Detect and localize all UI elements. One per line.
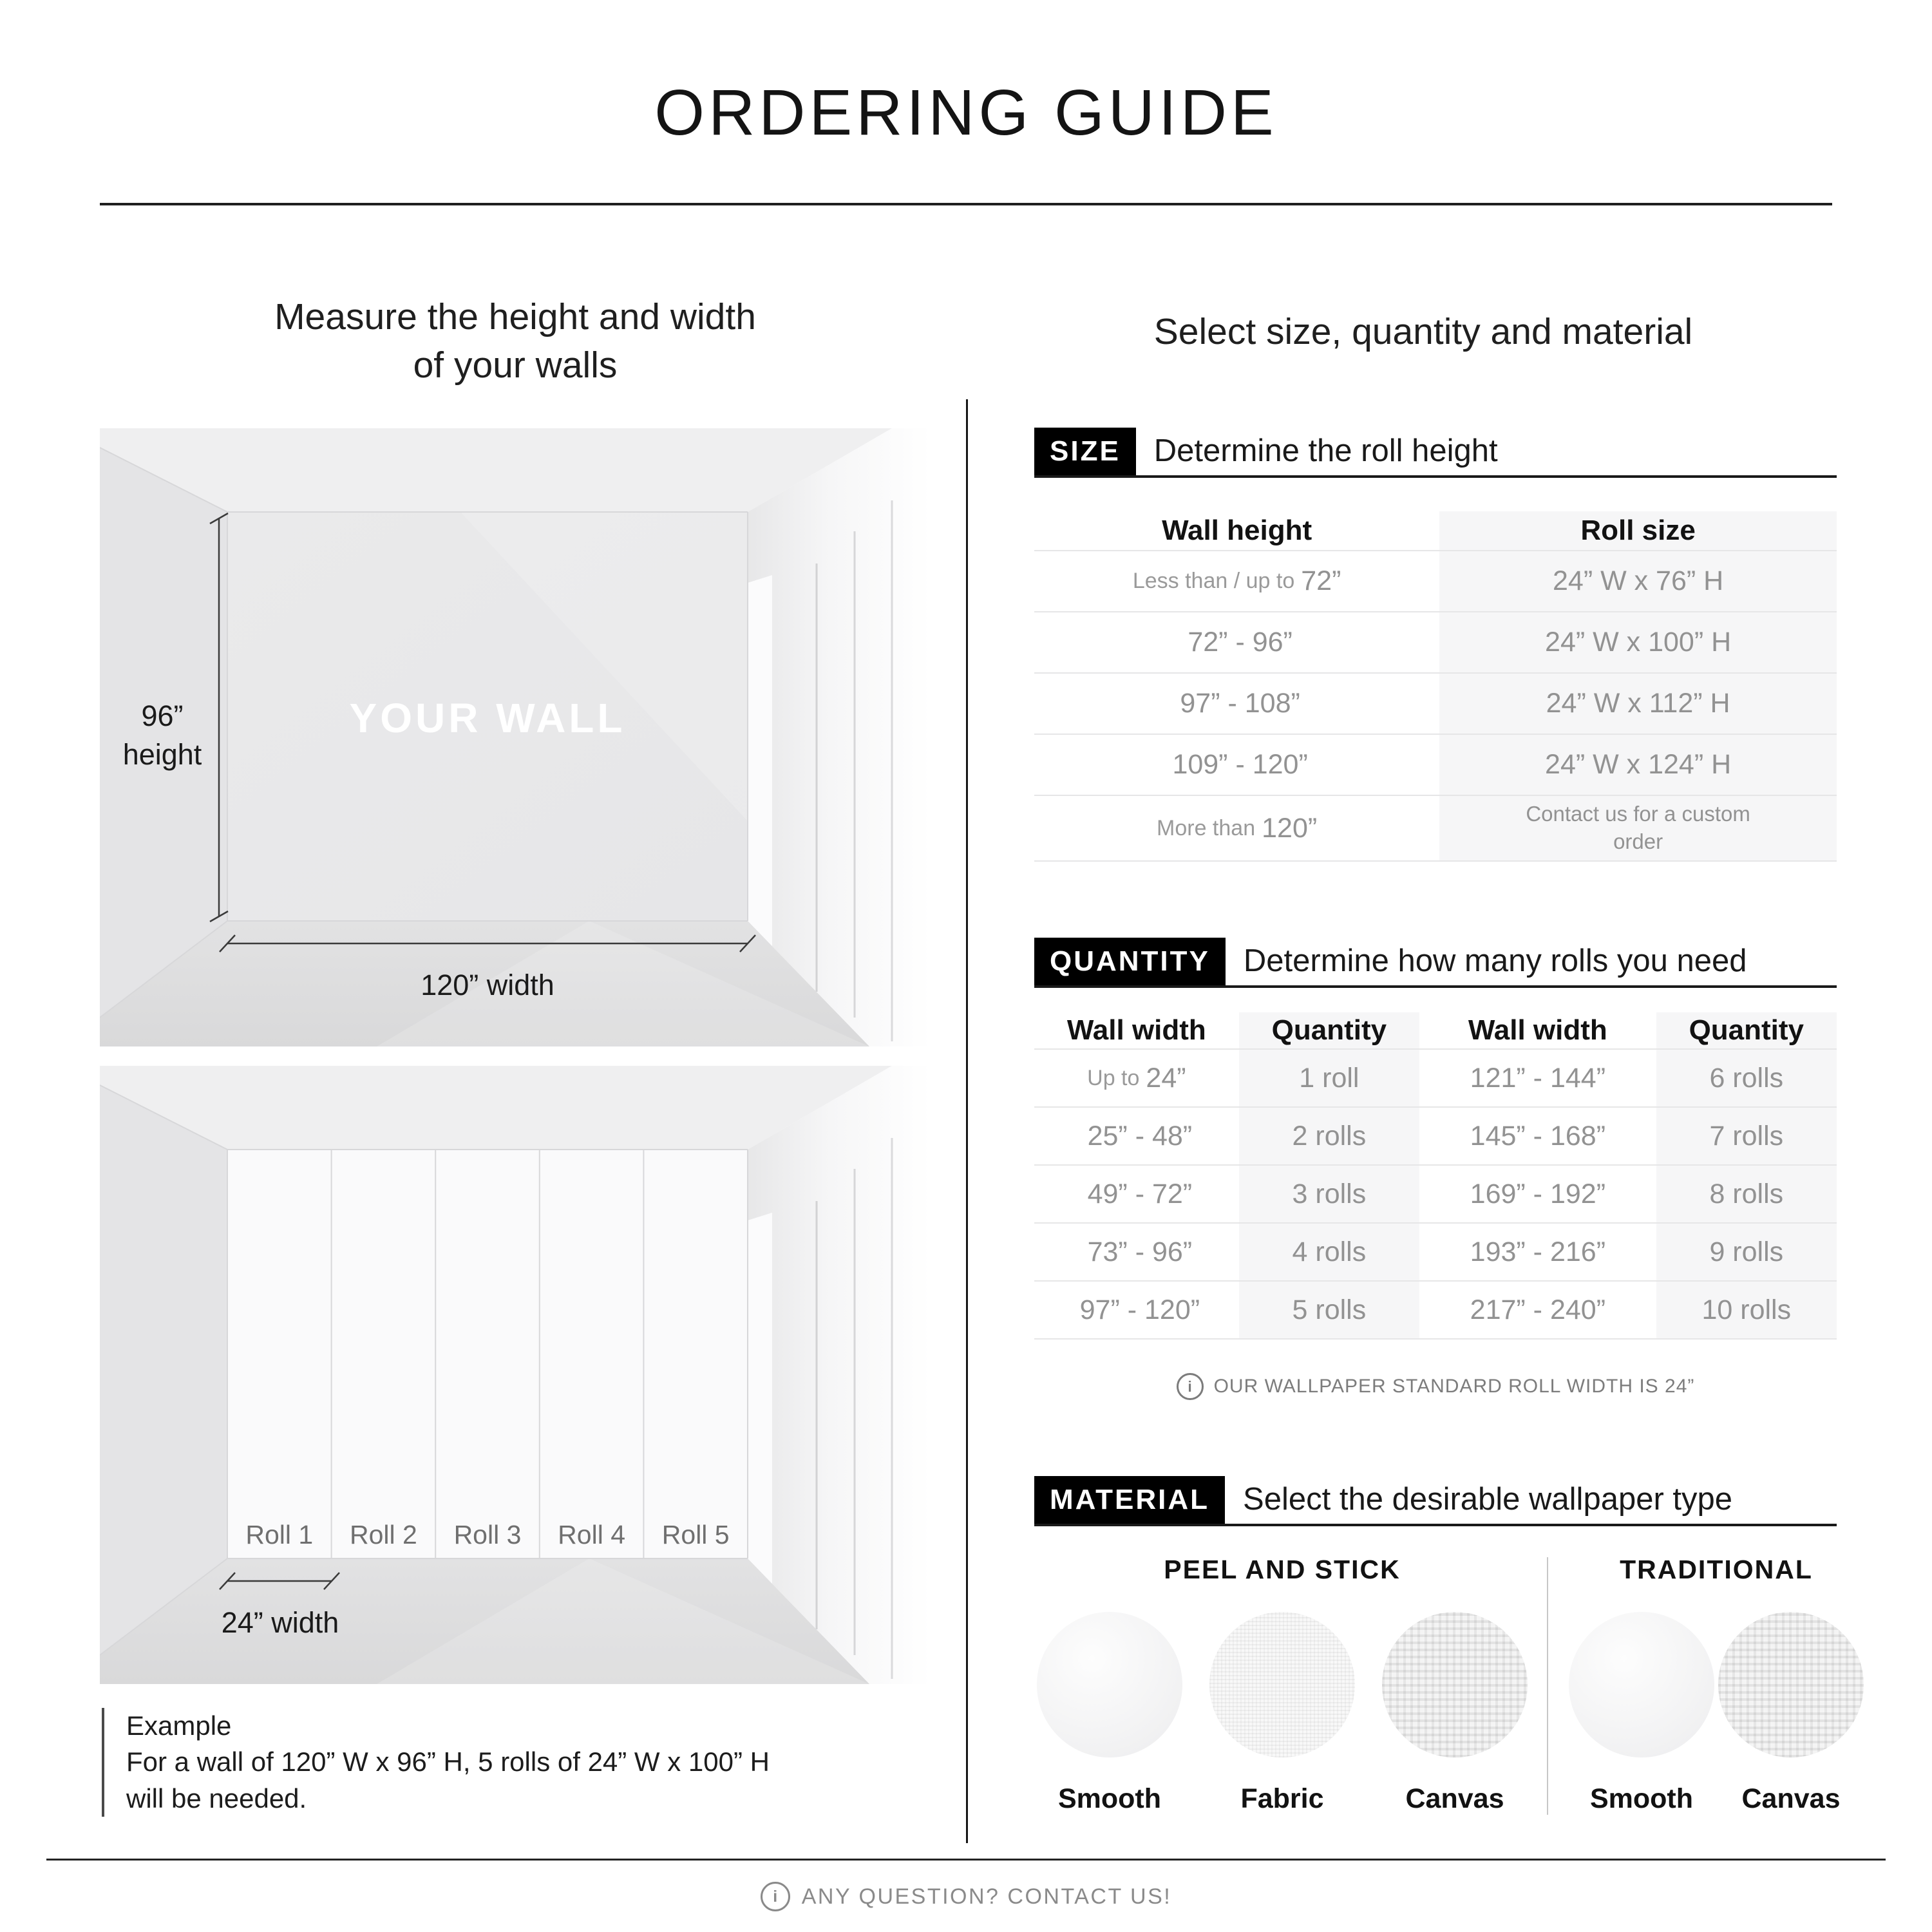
roll-size-cell: 24” W x 76” H [1439, 551, 1837, 611]
wall-width-cell [1034, 1166, 1239, 1222]
wall-width-cell: 217” - 240” [1470, 1294, 1606, 1325]
wall-width-value: 73” - 96” [1087, 1236, 1193, 1267]
footer-contact-text: ANY QUESTION? CONTACT US! [801, 1884, 1172, 1909]
table-row [1034, 674, 1837, 735]
table-row [1034, 1282, 1837, 1340]
roll-width-label: 24” width [221, 1606, 339, 1639]
wall-height-value: 109” - 120” [1172, 749, 1308, 780]
material-section [1034, 1476, 1866, 1815]
table-row [1034, 551, 1837, 612]
swatch-smooth [1037, 1612, 1182, 1815]
canvas-texture-swatch [1718, 1612, 1864, 1757]
wall-width-cell [1034, 1224, 1239, 1280]
info-icon [761, 1882, 790, 1911]
wall-height-cell [1034, 674, 1439, 734]
wall-width-value: 24” [1146, 1062, 1186, 1094]
material-section-title: Select the desirable wallpaper type [1243, 1482, 1733, 1517]
material-section-header [1034, 1476, 1837, 1526]
quantity-cell: 9 rolls [1656, 1224, 1837, 1280]
wall-height-value: 120” [1262, 812, 1318, 844]
smooth-texture-swatch [1569, 1612, 1714, 1757]
size-section-title: Determine the roll height [1153, 433, 1498, 468]
roll-label-1: Roll 1 [245, 1520, 314, 1549]
traditional-title: TRADITIONAL [1620, 1555, 1813, 1584]
swatch-label: Smooth [1589, 1783, 1694, 1814]
roll-label-5: Roll 5 [661, 1520, 730, 1549]
info-glyph: i [1188, 1378, 1192, 1395]
info-icon [1177, 1373, 1204, 1400]
wall-width-prefix: Up to [1087, 1065, 1140, 1090]
material-groups [1034, 1555, 1866, 1815]
traditional-swatches [1566, 1612, 1866, 1815]
roll-label-4: Roll 4 [558, 1520, 626, 1549]
quantity-cell: 2 rolls [1239, 1108, 1419, 1164]
swatch-smooth [1569, 1612, 1714, 1815]
swatch-label: Canvas [1741, 1783, 1841, 1814]
room-illustration-measure [100, 428, 931, 1046]
roll-size-cell: 24” W x 100” H [1439, 612, 1837, 672]
wall-height-cell [1034, 551, 1439, 611]
height-value-label: 96” [141, 699, 184, 732]
material-group-peel-and-stick [1034, 1555, 1530, 1815]
wall-height-value: 72” - 96” [1188, 627, 1293, 658]
swatch-label: Fabric [1240, 1783, 1324, 1814]
footer-divider [46, 1859, 1886, 1861]
quantity-cell: 1 roll [1239, 1050, 1419, 1106]
example-line2: will be needed. [126, 1783, 307, 1814]
swatch-canvas [1382, 1612, 1528, 1815]
roll-label-2: Roll 2 [349, 1520, 417, 1549]
size-table [1034, 511, 1837, 862]
material-group-traditional [1548, 1555, 1866, 1815]
wall-width-cell: 193” - 216” [1470, 1236, 1606, 1267]
example-note [102, 1708, 770, 1817]
size-badge: SIZE [1034, 428, 1136, 475]
table-row [1034, 1224, 1837, 1282]
quantity-section [1034, 938, 1837, 1400]
wallpaper-panels [227, 1150, 748, 1558]
right-headline: Select size, quantity and material [1153, 311, 1693, 352]
wall-width-cell: 121” - 144” [1470, 1062, 1606, 1094]
quantity-section-header [1034, 938, 1837, 988]
wall-width-value: 25” - 48” [1087, 1120, 1193, 1151]
wall-height-value: 72” [1301, 565, 1341, 596]
table-row [1034, 796, 1837, 862]
roll-label-3: Roll 3 [453, 1520, 522, 1549]
canvas-texture-swatch [1382, 1612, 1528, 1757]
wall-width-cell: 169” - 192” [1470, 1178, 1606, 1209]
roll-size-cell [1439, 796, 1837, 860]
left-headline-line1: Measure the height and width [274, 296, 756, 337]
qty-col-header-wall-width-2: Wall width [1468, 1014, 1607, 1046]
smooth-texture-swatch [1037, 1612, 1182, 1757]
roll-width-note [1034, 1373, 1837, 1400]
left-headline-line2: of your walls [413, 345, 618, 386]
wall-width-cell [1034, 1282, 1239, 1338]
quantity-cell: 7 rolls [1656, 1108, 1837, 1164]
wall-height-prefix: Less than / up to [1132, 569, 1295, 593]
page-title: ORDERING GUIDE [654, 77, 1278, 149]
size-section-header [1034, 428, 1837, 478]
size-table-header-row [1034, 511, 1837, 551]
swatch-canvas [1718, 1612, 1864, 1815]
table-row [1034, 1050, 1837, 1108]
wall-width-cell: 145” - 168” [1470, 1120, 1606, 1151]
roll-size-cell: 24” W x 112” H [1439, 674, 1837, 734]
table-row [1034, 612, 1837, 674]
swatch-label: Canvas [1405, 1783, 1504, 1814]
title-divider [100, 203, 1832, 205]
room-illustration-rolls [100, 1066, 931, 1684]
room-left-wall [100, 1085, 227, 1655]
quantity-table [1034, 1012, 1837, 1340]
wall-width-value: 49” - 72” [1087, 1178, 1193, 1209]
quantity-cell: 5 rolls [1239, 1282, 1419, 1338]
info-glyph: i [773, 1887, 778, 1906]
room-window-frame [748, 1213, 772, 1589]
swatch-fabric [1209, 1612, 1355, 1815]
room-left-wall [100, 448, 227, 1018]
fabric-texture-swatch [1209, 1612, 1355, 1757]
left-headline [100, 293, 931, 390]
size-section [1034, 428, 1837, 862]
wall-height-prefix: More than [1157, 815, 1256, 840]
table-row [1034, 1166, 1837, 1224]
quantity-cell: 6 rolls [1656, 1050, 1837, 1106]
wall-height-cell [1034, 735, 1439, 795]
room-window-frame [748, 575, 772, 951]
wall-width-cell [1034, 1108, 1239, 1164]
swatch-label: Smooth [1057, 1783, 1162, 1814]
wall-width-value: 97” - 120” [1079, 1294, 1200, 1325]
wall-height-cell [1034, 612, 1439, 672]
column-divider [966, 399, 968, 1843]
quantity-cell: 3 rolls [1239, 1166, 1419, 1222]
quantity-table-header-row [1034, 1012, 1837, 1050]
wall-height-cell [1034, 796, 1439, 860]
quantity-section-title: Determine how many rolls you need [1243, 943, 1747, 978]
height-word-label: height [122, 738, 202, 771]
roll-size-cell: 24” W x 124” H [1439, 735, 1837, 795]
material-badge: MATERIAL [1034, 1476, 1225, 1524]
wall-height-value: 97” - 108” [1180, 688, 1300, 719]
quantity-cell: 8 rolls [1656, 1166, 1837, 1222]
your-wall-label: YOUR WALL [349, 695, 626, 741]
qty-col-header-quantity-1: Quantity [1239, 1012, 1419, 1048]
wall-width-cell [1034, 1050, 1239, 1106]
width-label: 120” width [421, 969, 554, 1001]
quantity-cell: 4 rolls [1239, 1224, 1419, 1280]
table-row [1034, 735, 1837, 796]
example-line1: For a wall of 120” W x 96” H, 5 rolls of 24” W x 100” H [126, 1747, 770, 1777]
table-row [1034, 1108, 1837, 1166]
qty-col-header-wall-width-1: Wall width [1066, 1014, 1206, 1046]
size-col-header-wall-height: Wall height [1162, 515, 1312, 546]
quantity-badge: QUANTITY [1034, 938, 1226, 985]
qty-col-header-quantity-2: Quantity [1656, 1012, 1837, 1048]
quantity-cell: 10 rolls [1656, 1282, 1837, 1338]
peel-and-stick-swatches [1034, 1612, 1530, 1815]
roll-width-note-text: OUR WALLPAPER STANDARD ROLL WIDTH IS 24” [1213, 1376, 1695, 1397]
footer [0, 1882, 1932, 1911]
example-title: Example [126, 1710, 232, 1741]
size-col-header-roll-size: Roll size [1439, 511, 1837, 550]
custom-order-note: Contact us for a custom order [1526, 802, 1750, 853]
peel-and-stick-title: PEEL AND STICK [1164, 1555, 1401, 1584]
